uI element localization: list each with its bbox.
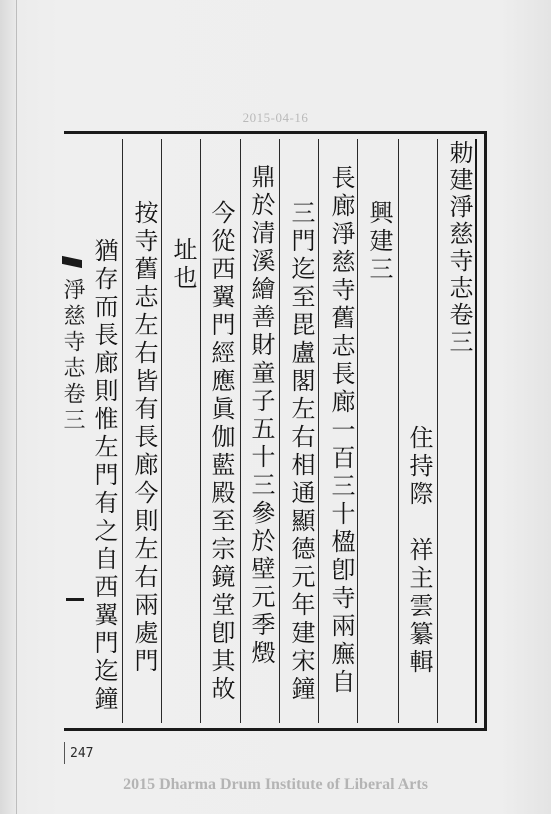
- page-number: 247: [70, 746, 94, 761]
- text-column-6: 按寺舊志左右皆有長廊今則左右兩處門: [130, 200, 158, 676]
- editors-credit: 住持際 祥主雲纂輯: [405, 425, 433, 677]
- column-rule: [398, 139, 399, 723]
- text-column-7: 猶存而長廊則惟左門有之自西翼門迄鐘: [90, 238, 118, 714]
- text-column-4: 今從西翼門經應眞伽藍殿至宗鏡堂卽其故: [207, 200, 235, 704]
- column-rule: [279, 139, 280, 723]
- text-column-3: 鼎於清溪繪善財童子五十三參於壁元季燬: [247, 164, 275, 668]
- watermark-date: 2015-04-16: [242, 110, 309, 125]
- column-rule: [240, 139, 241, 723]
- column-rule: [437, 139, 438, 723]
- column-rule: [122, 139, 123, 723]
- volume-title: 勅建淨慈寺志卷三: [445, 140, 473, 356]
- text-column-5: 址也: [169, 237, 197, 293]
- text-column-1: 長廊淨慈寺舊志長廊一百三十楹卽寺兩廡自: [327, 165, 355, 697]
- fold-margin-label: 淨慈寺志卷三: [60, 278, 85, 434]
- fold-margin-mark: [66, 598, 84, 601]
- watermark-footer: 2015 Dharma Drum Institute of Liberal Arts: [123, 776, 428, 793]
- text-column-2: 三門迄至毘盧閣左右相通顯德元年建宋鐘: [287, 200, 315, 704]
- column-rule: [200, 139, 201, 723]
- section-heading: 興建三: [365, 200, 393, 284]
- page-number-rule: [64, 742, 65, 764]
